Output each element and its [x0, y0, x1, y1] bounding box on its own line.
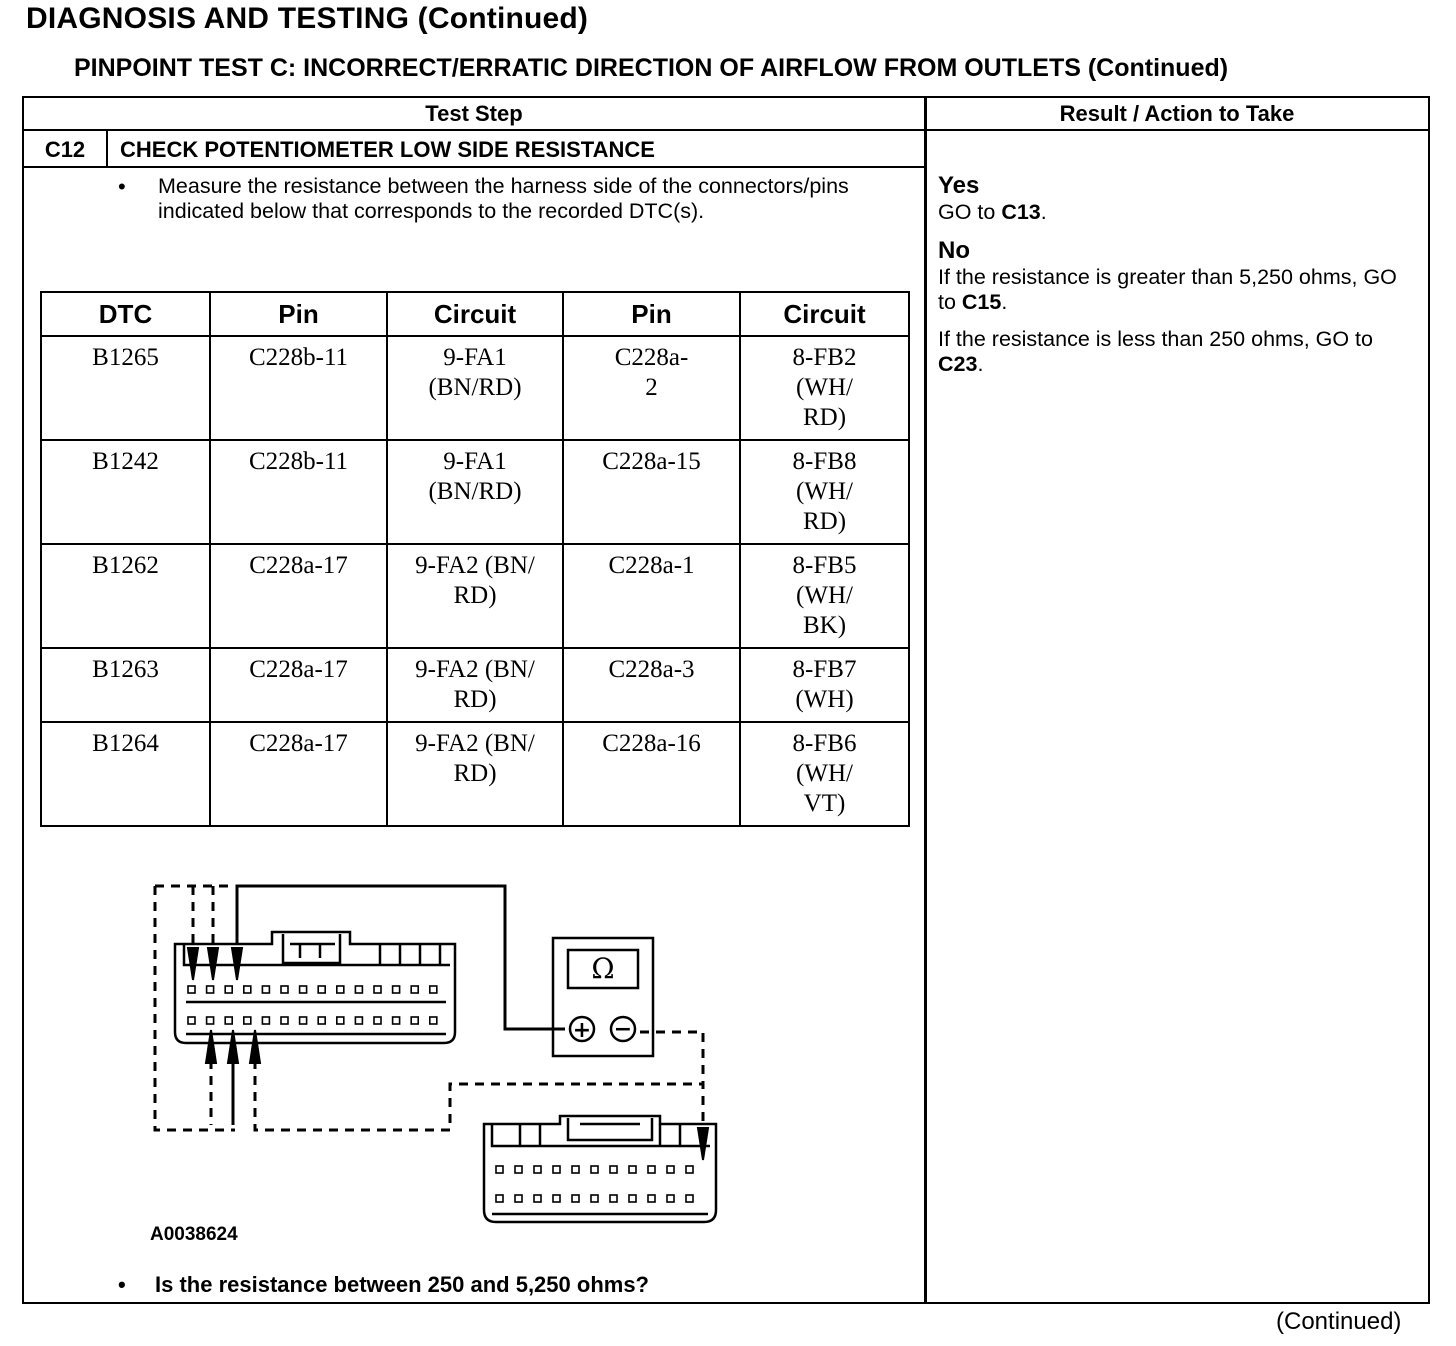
- step-title: CHECK POTENTIOMETER LOW SIDE RESISTANCE: [120, 137, 655, 162]
- pin-cavity: [591, 1195, 598, 1202]
- page-title: DIAGNOSIS AND TESTING (Continued): [26, 2, 589, 35]
- column-header-pin-2: Pin: [563, 292, 740, 336]
- circuit-cell: 9-FA2 (BN/ RD): [387, 722, 563, 826]
- no-label: No: [938, 237, 970, 264]
- pin-cavity: [610, 1166, 617, 1173]
- pinpoint-test-subtitle: PINPOINT TEST C: INCORRECT/ERRATIC DIRECTION OF AIRFLOW FROM OUTLETS (Continued): [74, 54, 1229, 82]
- pin-cavity: [667, 1166, 674, 1173]
- pin-cavity: [300, 986, 307, 993]
- pin-cavity: [188, 986, 195, 993]
- pin-cavity: [411, 1017, 418, 1024]
- pin-cavity: [355, 1017, 362, 1024]
- pin-cavity: [355, 986, 362, 993]
- connector-measurement-diagram: [120, 870, 740, 1230]
- pin-cavity: [225, 986, 232, 993]
- pin-cavity: [393, 1017, 400, 1024]
- pin-cavity: [374, 1017, 381, 1024]
- pin-cavity: [610, 1195, 617, 1202]
- meter-positive-lead: [233, 886, 565, 1125]
- column-header-pin-1: Pin: [210, 292, 387, 336]
- result-action-column-header: Result / Action to Take: [1059, 101, 1295, 126]
- continued-label: (Continued): [1276, 1308, 1402, 1335]
- negative-terminal-label: −: [613, 1017, 633, 1042]
- column-divider: [924, 96, 927, 1304]
- circuit-cell: 8-FB2 (WH/ RD): [740, 336, 909, 440]
- step-number-divider: [106, 129, 108, 167]
- yes-target-link[interactable]: C13: [1001, 200, 1041, 224]
- pin-cavity: [262, 1017, 269, 1024]
- circuit-cell: 9-FA1 (BN/RD): [387, 336, 563, 440]
- test-step-column-header: Test Step: [425, 101, 523, 126]
- pin-cavity: [686, 1195, 693, 1202]
- no-high-target-link[interactable]: C15: [961, 290, 1002, 314]
- probe-tips: [188, 948, 708, 1160]
- figure-id: A0038624: [150, 1224, 238, 1245]
- pin-cavity: [515, 1195, 522, 1202]
- pin-cavity: [244, 1017, 251, 1024]
- circuit-cell: 8-FB8 (WH/ RD): [740, 440, 909, 544]
- dtc-cell: B1263: [41, 648, 210, 722]
- pin-cavity: [496, 1195, 503, 1202]
- pin-cavity: [262, 986, 269, 993]
- pin-cavity: [393, 986, 400, 993]
- pin-cavity: [337, 986, 344, 993]
- dtc-cell: B1242: [41, 440, 210, 544]
- pin-cavity: [591, 1166, 598, 1173]
- pin-cell: C228a-17: [210, 544, 387, 648]
- pin-cavity: [553, 1166, 560, 1173]
- step-number: C12: [44, 137, 86, 162]
- mating-connector-c228a: [484, 1116, 716, 1222]
- no-low-target-link[interactable]: C23: [938, 352, 978, 376]
- pin-cavity: [686, 1166, 693, 1173]
- dtc-cell: B1264: [41, 722, 210, 826]
- pin-cavity: [629, 1195, 636, 1202]
- pin-cavity: [430, 986, 437, 993]
- dtc-pin-table: [40, 291, 910, 827]
- question-bullet: •: [118, 1272, 126, 1297]
- pin-cell: C228a-17: [210, 722, 387, 826]
- table-row: [41, 544, 909, 648]
- pin-cell: C228a- 2: [563, 336, 740, 440]
- pin-cavity: [534, 1195, 541, 1202]
- pin-cavity: [374, 986, 381, 993]
- instruction-bullet: •: [118, 174, 126, 199]
- pin-cavity: [667, 1195, 674, 1202]
- table-row: [41, 440, 909, 544]
- pin-cell: C228b-11: [210, 440, 387, 544]
- pin-cavity: [318, 1017, 325, 1024]
- step-question: Is the resistance between 250 and 5,250 ohms?: [155, 1272, 649, 1297]
- c228a-pin-cavities: [496, 1166, 693, 1202]
- header-rule: [22, 129, 1430, 131]
- circuit-cell: 8-FB5 (WH/ BK): [740, 544, 909, 648]
- pin-cavity: [188, 1017, 195, 1024]
- table-row: [41, 336, 909, 440]
- pin-cavity: [553, 1195, 560, 1202]
- pin-cell: C228a-16: [563, 722, 740, 826]
- circuit-cell: 9-FA2 (BN/ RD): [387, 544, 563, 648]
- pin-cavity: [244, 986, 251, 993]
- pin-cavity: [629, 1166, 636, 1173]
- yes-action: GO to C13.: [938, 200, 1047, 224]
- table-row: [41, 648, 909, 722]
- pin-cavity: [496, 1166, 503, 1173]
- pin-cavity: [207, 986, 214, 993]
- circuit-cell: 8-FB7 (WH): [740, 648, 909, 722]
- pin-cell: C228a-3: [563, 648, 740, 722]
- no-action-low: If the resistance is less than 250 ohms, GO to C23.: [938, 327, 1373, 376]
- pin-cavity: [318, 986, 325, 993]
- pin-cavity: [648, 1195, 655, 1202]
- pin-cavity: [515, 1166, 522, 1173]
- dtc-cell: B1262: [41, 544, 210, 648]
- pin-cavity: [411, 986, 418, 993]
- column-header-dtc: DTC: [41, 292, 210, 336]
- pin-cavity: [207, 1017, 214, 1024]
- pin-cavity: [225, 1017, 232, 1024]
- pin-cell: C228a-15: [563, 440, 740, 544]
- c228b-pin-cavities: [188, 986, 437, 1024]
- pin-cavity: [534, 1166, 541, 1173]
- positive-terminal-label: +: [572, 1018, 592, 1043]
- pin-cavity: [430, 1017, 437, 1024]
- pin-cell: C228a-1: [563, 544, 740, 648]
- pin-cavity: [572, 1195, 579, 1202]
- no-action-high: If the resistance is greater than 5,250 ohms, GO to C15.: [938, 265, 1397, 314]
- table-row: [41, 722, 909, 826]
- circuit-cell: 9-FA1 (BN/RD): [387, 440, 563, 544]
- table-header-row: [41, 292, 909, 336]
- pin-cell: C228b-11: [210, 336, 387, 440]
- pin-cavity: [281, 1017, 288, 1024]
- column-header-circuit-1: Circuit: [387, 292, 563, 336]
- step-title-rule: [22, 166, 926, 168]
- circuit-cell: 8-FB6 (WH/ VT): [740, 722, 909, 826]
- pin-cavity: [300, 1017, 307, 1024]
- pin-cell: C228a-17: [210, 648, 387, 722]
- pin-cavity: [337, 1017, 344, 1024]
- pin-cavity: [572, 1166, 579, 1173]
- yes-label: Yes: [938, 172, 980, 199]
- ohm-symbol: Ω: [591, 952, 615, 985]
- column-header-circuit-2: Circuit: [740, 292, 909, 336]
- instruction-text: Measure the resistance between the harness side of the connectors/pins indicated below that corresponds to the recorded DTC(s).: [158, 174, 849, 223]
- result-panel: [938, 172, 1418, 377]
- circuit-cell: 9-FA2 (BN/ RD): [387, 648, 563, 722]
- pin-cavity: [648, 1166, 655, 1173]
- pin-cavity: [281, 986, 288, 993]
- dtc-cell: B1265: [41, 336, 210, 440]
